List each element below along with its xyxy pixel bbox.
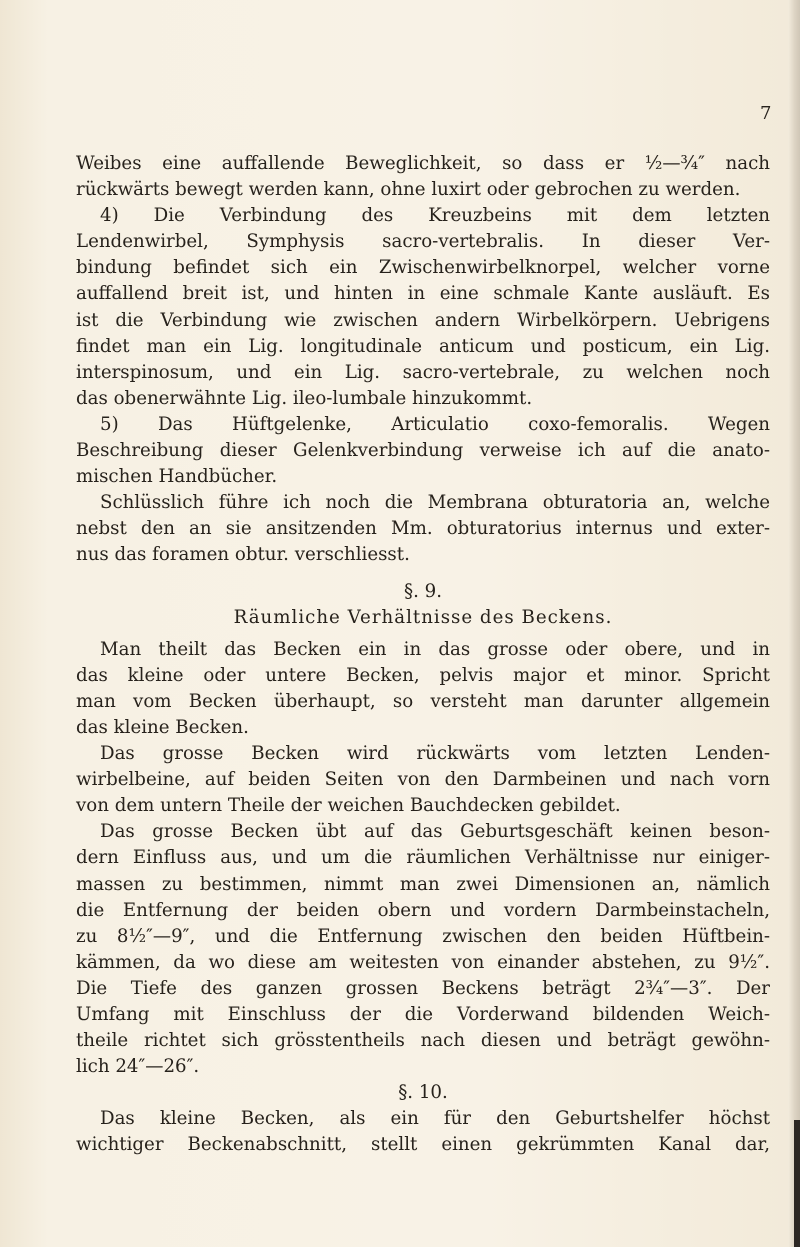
text-line-23: Das grosse Becken wird rückwärts vom letzten Lenden-	[100, 743, 770, 765]
section-gap-before-9	[76, 569, 770, 579]
text-line-7: ist die Verbindung wie zwischen andern Wirbelkörpern. Uebrigens	[76, 309, 770, 331]
text-line-29: die Entfernung der beiden obern und vordern Darmbeinstacheln,	[76, 899, 770, 921]
section-title-9: Räumliche Verhältnisse des Beckens.	[233, 606, 613, 628]
text-line-38: wichtiger Beckenabschnitt, stellt einen gekrümmten Kanal dar,	[76, 1134, 770, 1156]
text-line-9: interspinosum, und ein Lig. sacro-vertebrale, zu welchen noch	[76, 361, 770, 383]
text-line-30: zu 8½″—9″, und die Entfernung zwischen den beiden Hüftbein-	[76, 925, 770, 947]
text-line-20: das kleine oder untere Becken, pelvis major et minor. Spricht	[76, 664, 770, 686]
text-line-5: bindung befindet sich ein Zwischenwirbelknorpel, welcher vorne	[76, 257, 770, 279]
text-line-1: Weibes eine auffallende Beweglichkeit, so dass er ½—¾″ nach	[76, 153, 770, 174]
text-line-28: massen zu bestimmen, nimmt man zwei Dimensionen an, nämlich	[76, 873, 770, 895]
text-line-13: mischen Handbücher.	[76, 466, 278, 488]
text-line-34: theile richtet sich grösstentheils nach diesen und beträgt gewöhn-	[76, 1030, 770, 1052]
page-number: 7	[760, 103, 772, 124]
text-line-35: lich 24″—26″.	[76, 1056, 200, 1078]
text-line-19: Man theilt das Becken ein in das grosse oder obere, und in	[100, 638, 770, 660]
text-line-8: findet man ein Lig. longitudinale anticum und posticum, ein Lig.	[76, 335, 770, 357]
text-line-14: Schlüsslich führe ich noch die Membrana obturatoria an, welche	[100, 492, 770, 514]
section-heading-10: §. 10.	[398, 1082, 448, 1104]
text-line-15: nebst den an sie ansitzenden Mm. obturatorius internus und exter-	[76, 518, 770, 540]
text-line-21: man vom Becken überhaupt, so versteht man darunter allgemein	[76, 690, 770, 712]
text-line-32: Die Tiefe des ganzen grossen Beckens beträgt 2¾″—3″. Der	[76, 977, 770, 999]
text-line-31: kämmen, da wo diese am weitesten von einander abstehen, zu 9½″.	[76, 951, 770, 973]
text-line-22: das kleine Becken.	[76, 716, 249, 738]
text-line-12: Beschreibung dieser Gelenkverbindung verweise ich auf die anato-	[76, 440, 770, 462]
text-line-6: auffallend breit ist, und hinten in eine schmale Kante ausläuft. Es	[76, 283, 770, 305]
page-edge-dark-mark	[794, 1120, 800, 1247]
text-line-16: nus das foramen obtur. verschliesst.	[76, 544, 410, 566]
main-text	[76, 151, 770, 1159]
text-line-10: das obenerwähnte Lig. ileo-lumbale hinzukommt.	[76, 387, 533, 409]
text-line-25: von dem untern Theile der weichen Bauchdecken gebildet.	[76, 795, 621, 817]
text-line-11: 5) Das Hüftgelenke, Articulatio coxo-femoralis. Wegen	[100, 413, 770, 435]
text-line-26: Das grosse Becken übt auf das Geburtsgeschäft keinen beson-	[100, 821, 770, 843]
text-line-4: Lendenwirbel, Symphysis sacro-vertebralis. In dieser Ver-	[76, 231, 770, 253]
text-line-3: 4) Die Verbindung des Kreuzbeins mit dem letzten	[100, 205, 770, 227]
page-edge-shadow	[788, 0, 800, 1247]
text-line-33: Umfang mit Einschluss der die Vorderwand bildenden Weich-	[76, 1004, 770, 1025]
text-line-2: rückwärts bewegt werden kann, ohne luxirt oder gebrochen zu werden.	[76, 179, 741, 201]
text-line-27: dern Einfluss aus, und um die räumlichen Verhältnisse nur einiger-	[76, 847, 770, 869]
section-heading-9: §. 9.	[403, 580, 442, 602]
text-line-24: wirbelbeine, auf beiden Seiten von den Darmbeinen und nach vorn	[76, 769, 770, 791]
text-line-37: Das kleine Becken, als ein für den Geburtshelfer höchst	[100, 1108, 770, 1130]
